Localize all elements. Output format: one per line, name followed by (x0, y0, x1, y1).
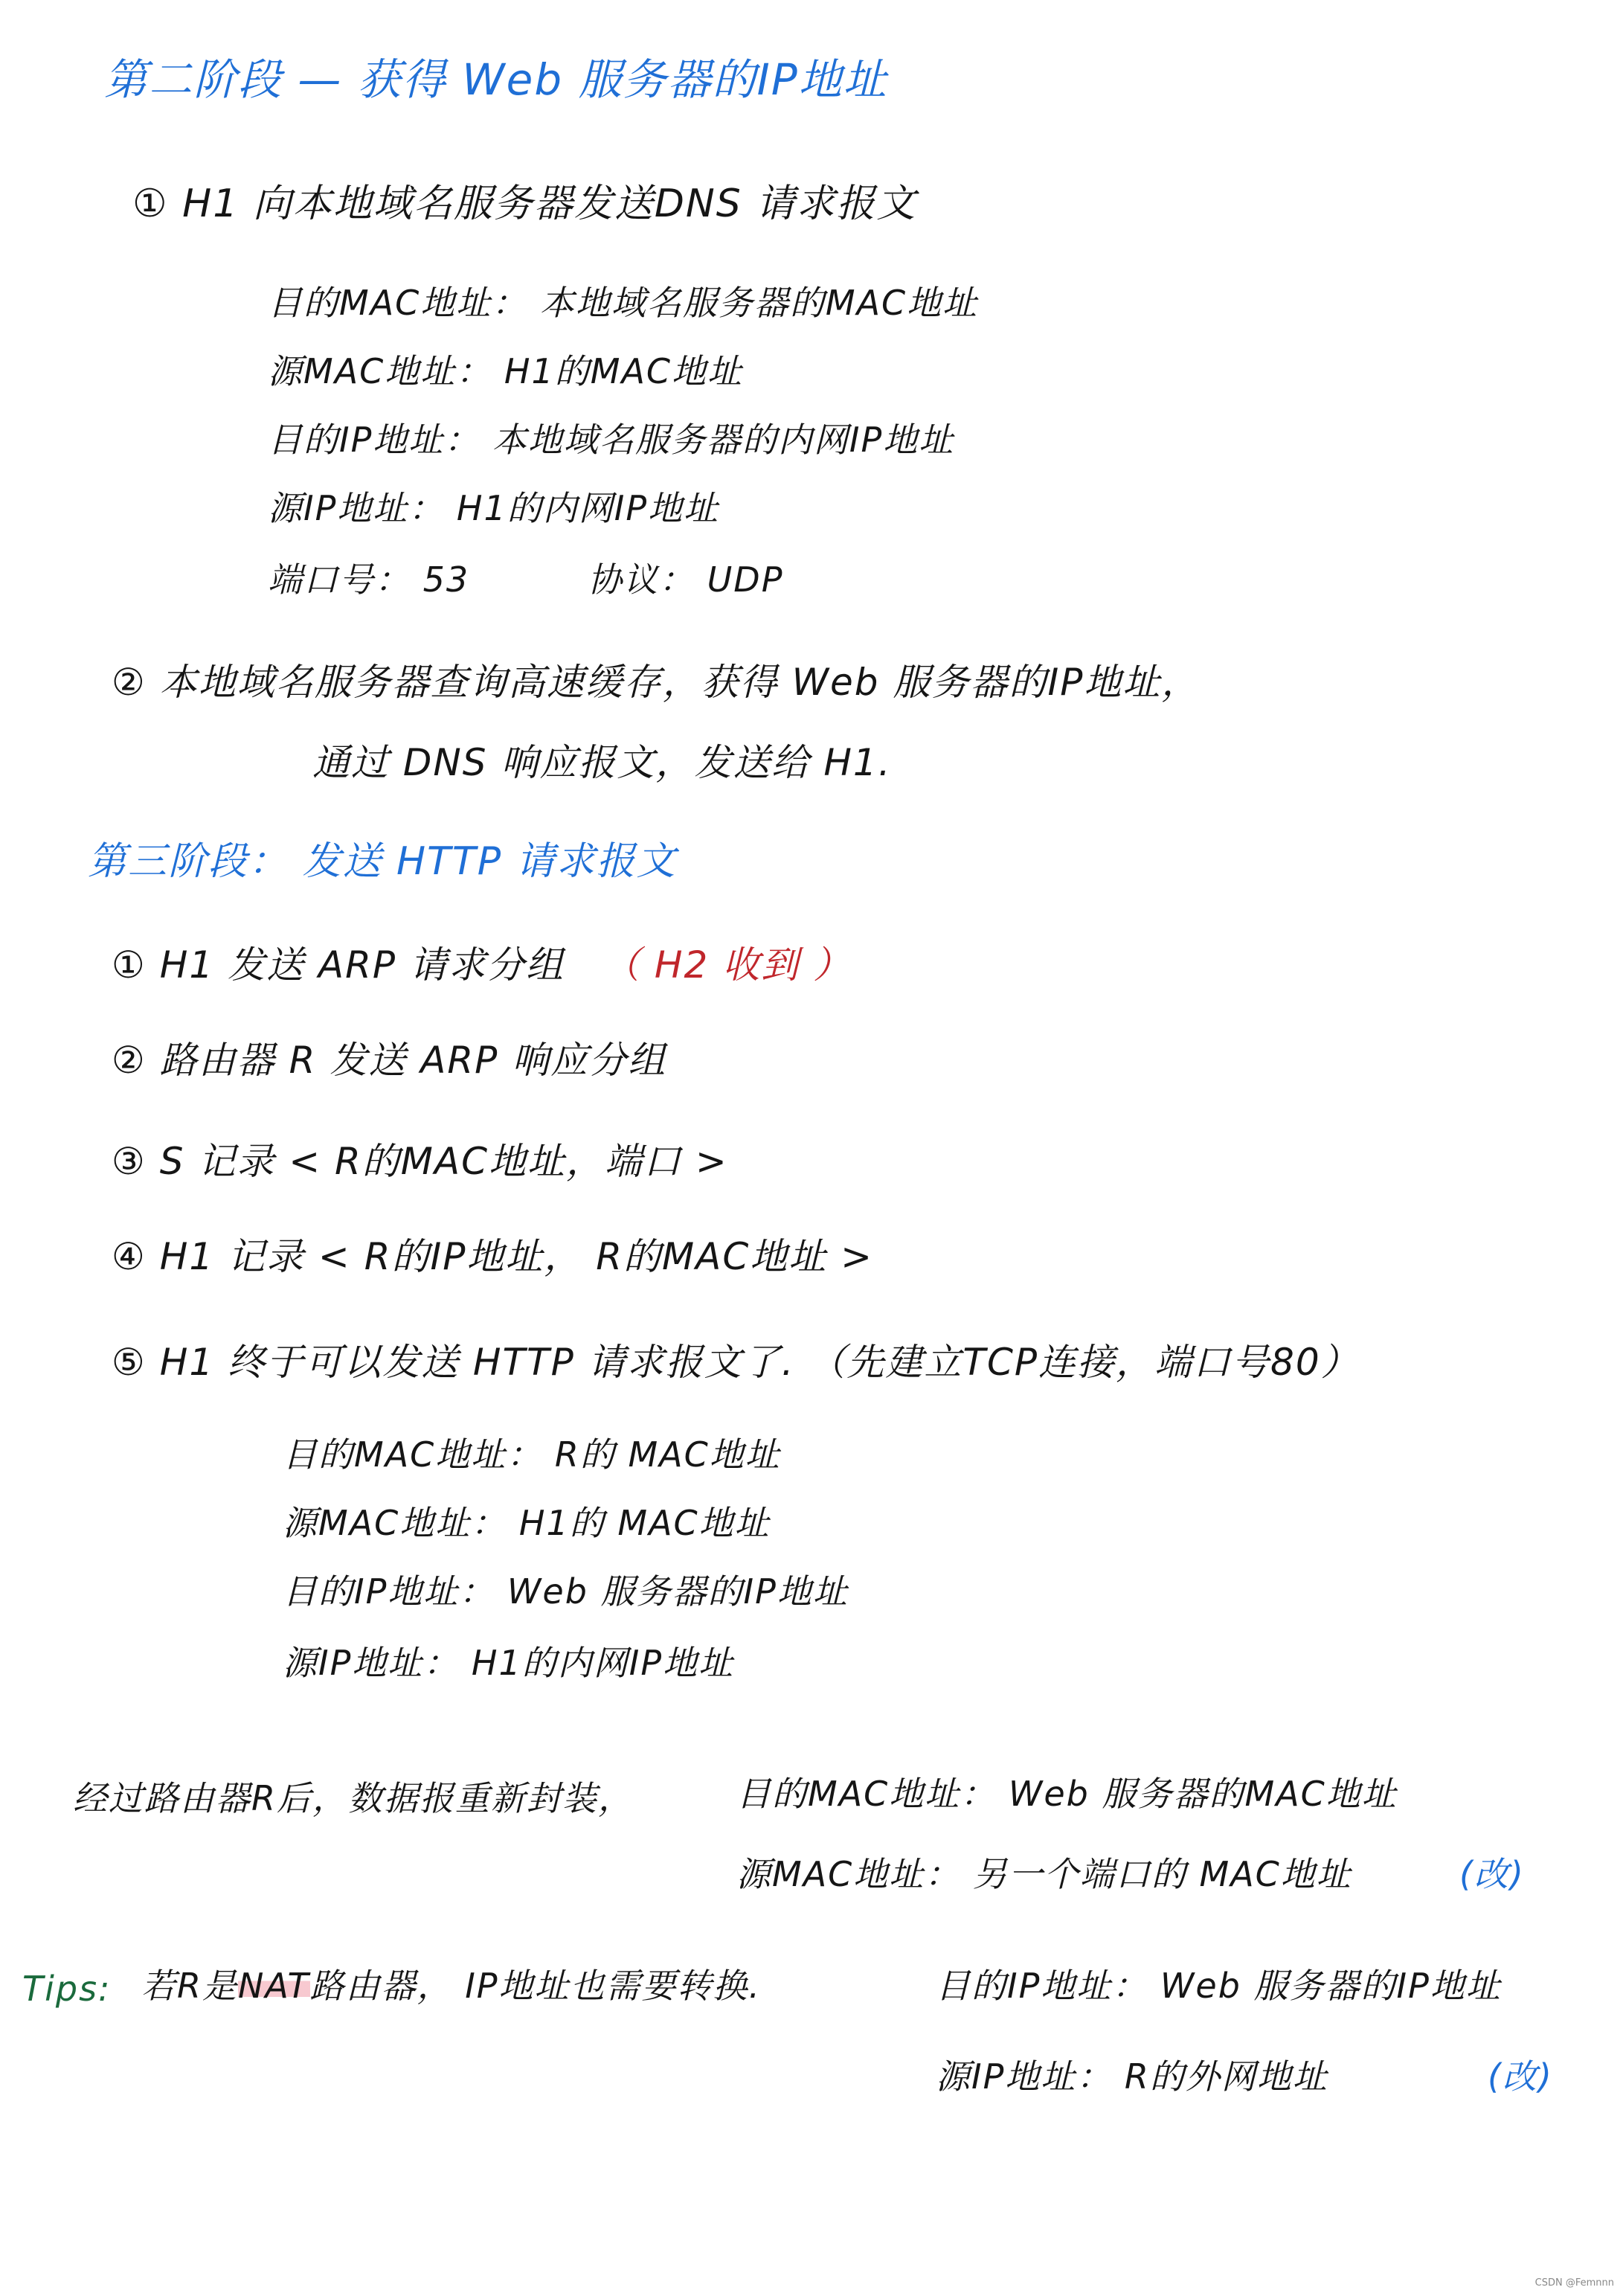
stage3-dst-ip: 目的IP地址： Web 服务器的IP地址 (283, 1571, 849, 1612)
tips-text-highlight: NAT (237, 1966, 310, 2006)
stage3-item-2: ② 路由器 R 发送 ARP 响应分组 (112, 1039, 667, 1082)
stage2-step1-heading: ① H1 向本地域名服务器发送DNS 请求报文 (132, 182, 917, 226)
stage2-protocol: 协议： UDP (588, 559, 784, 600)
stage3-dst-mac: 目的MAC地址： R的 MAC地址 (283, 1434, 781, 1475)
stage3-src-mac: 源MAC地址： H1的 MAC地址 (283, 1503, 771, 1543)
stage3-item-1: ① H1 发送 ARP 请求分组 (112, 943, 565, 987)
stage3-item-3: ③ S 记录 < R的MAC地址，端口 > (112, 1140, 728, 1183)
stage3-title: 第三阶段： 发送 HTTP 请求报文 (88, 839, 677, 884)
stage2-title: 第二阶段 — 获得 Web 服务器的IP地址 (104, 54, 888, 105)
stage2-step2-line2: 通过 DNS 响应报文，发送给 H1. (312, 741, 892, 784)
stage2-port: 端口号： 53 (268, 559, 470, 600)
tips-text-pre: 若R是 (141, 1966, 238, 2006)
stage2-dst-mac: 目的MAC地址： 本地域名服务器的MAC地址 (268, 283, 979, 323)
stage2-dst-ip: 目的IP地址： 本地域名服务器的内网IP地址 (268, 420, 955, 460)
after-router-lead: 经过路由器R后，数据报重新封装， (73, 1778, 634, 1818)
watermark: CSDN @Femnnn (1534, 2277, 1614, 2289)
after-router-src-mac-note: (改) (1459, 1854, 1525, 1894)
after-router-src-mac: 源MAC地址： 另一个端口的 MAC地址 (736, 1854, 1352, 1894)
tips-text (141, 1966, 762, 2006)
tips-label: Tips: (22, 1969, 112, 2009)
stage3-item-5: ⑤ H1 终于可以发送 HTTP 请求报文了. （先建立TCP连接，端口号80） (112, 1341, 1360, 1384)
tips-dst-ip: 目的IP地址： Web 服务器的IP地址 (936, 1966, 1502, 2006)
stage2-step2-line1: ② 本地域名服务器查询高速缓存，获得 Web 服务器的IP地址， (112, 661, 1201, 704)
stage2-src-ip: 源IP地址： H1的内网IP地址 (268, 488, 720, 528)
after-router-dst-mac: 目的MAC地址： Web 服务器的MAC地址 (736, 1774, 1398, 1814)
stage3-item-4: ④ H1 记录 < R的IP地址， R的MAC地址 > (112, 1235, 874, 1278)
stage2-src-mac: 源MAC地址： H1的MAC地址 (268, 351, 744, 391)
tips-text-post: 路由器， IP地址也需要转换. (309, 1966, 762, 2006)
tips-src-ip: 源IP地址： R的外网地址 (936, 2056, 1328, 2097)
tips-src-ip-note: (改) (1488, 2056, 1553, 2097)
stage3-src-ip: 源IP地址： H1的内网IP地址 (283, 1643, 735, 1683)
stage3-item-1-note: （ H2 收到 ） (602, 943, 852, 987)
